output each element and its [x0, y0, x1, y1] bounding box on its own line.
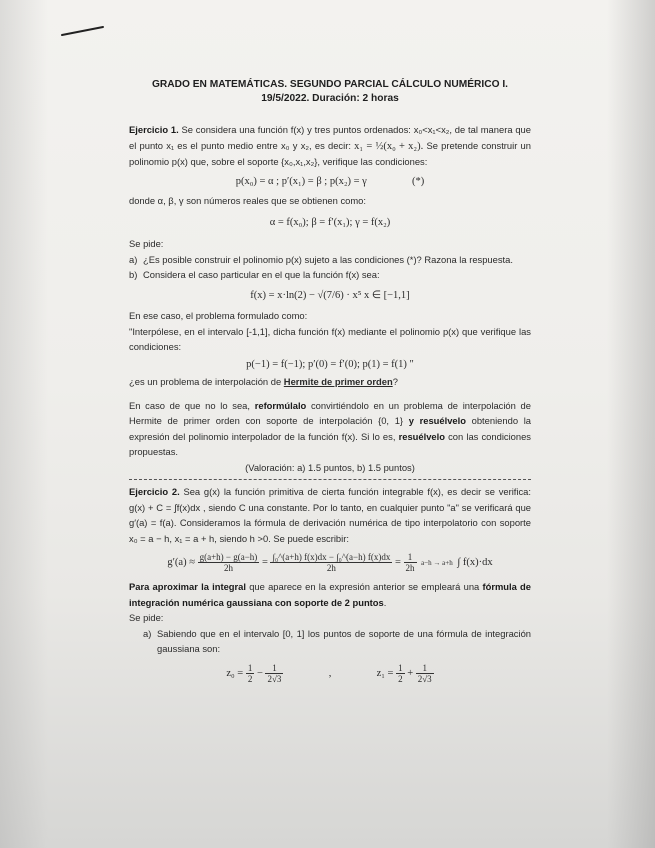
ej1-question-bold: Hermite de primer orden: [283, 376, 393, 387]
ej1-text-2: Se pretende construir un polinomio p(x) que, sobre el soporte {x₀,x₁,x₂}, verifique las condiciones:: [129, 139, 531, 167]
ej2-separator: ,: [328, 667, 332, 679]
ej1-text-1: Se considera una función f(x) y tres puntos ordenados: x₀<x₁<x₂, de tal manera que el punto x₁ es el punto medio entre x₀ y x₂, es decir:: [129, 124, 531, 151]
ej1-intro: [129, 122, 531, 170]
ej2-frac-1-den: 2h: [223, 563, 233, 573]
ej2-frac-2: [270, 552, 392, 573]
ej2-z0-d: 2√3: [267, 673, 282, 684]
ej1-conditions-formula: p(x₀) = α ; p′(x₁) = β ; p(x₂) = γ: [235, 175, 367, 187]
ej2-para-b1: Para aproximar la integral: [129, 581, 246, 592]
ej1-valoracion: (Valoración: a) 1.5 puntos, b) 1.5 puntos): [245, 461, 415, 473]
ej2-item-a-text: Sabiendo que en el intervalo [0, 1] los puntos de soporte de una fórmula de integración gaussiana son:: [157, 627, 531, 654]
ej1-item-b-text: Considera el caso particular en el que la función f(x) sea:: [143, 269, 380, 280]
ej2-z0-b: 2: [247, 673, 253, 684]
page-shadow-right: [607, 0, 655, 848]
ej2-frac-3: [404, 552, 417, 573]
ej1-item-a: [129, 252, 531, 268]
ej2-z1-b: 2: [398, 673, 403, 684]
ej2-para-mid: que aparece en la expresión anterior se empleará una: [246, 581, 483, 592]
ej2-int-limits: [419, 558, 455, 568]
ej2-frac-3-num: 1: [404, 552, 417, 563]
ej2-frac-2-num: ∫₀^(a+h) f(x)dx − ∫₀^(a−h) f(x)dx: [272, 552, 391, 562]
ej2-para: [129, 579, 531, 610]
ej2-gauss-points: [129, 663, 531, 684]
ej1-item-a-label: a): [129, 253, 138, 265]
ej2-z1-a: 1: [398, 662, 403, 673]
ej1-caso: En ese caso, el problema formulado como:: [129, 310, 308, 321]
ej1-final-b3: resuélvelo: [398, 430, 445, 442]
ej1-donde: donde α, β, γ son números reales que se obtienen como:: [129, 195, 366, 206]
ej1-item-b: [129, 267, 531, 283]
ej2-z1-d: 2√3: [417, 673, 432, 684]
ej1-final-t1: En caso de que no lo sea,: [129, 399, 255, 411]
ej2-int-limits-text: a−h → a+h: [421, 558, 453, 567]
ej2-frac-3-den: 2h: [405, 563, 415, 573]
ej2-z1-op: +: [407, 667, 414, 679]
ej2-z0-frac-b: [265, 663, 283, 684]
ej1-se-pide: Se pide:: [129, 238, 164, 249]
ej2-se-pide: Se pide:: [129, 612, 164, 623]
ej1-quote-formula: p(−1) = f(−1); p′(0) = f′(0); p(1) = f(1) ": [246, 358, 414, 370]
ej2-deriv-lhs: g′(a) ≈: [167, 556, 195, 568]
ej1-final-paragraph: [129, 398, 531, 460]
ej2-z0-op: −: [256, 667, 263, 679]
ej2-z1-frac-a: [396, 663, 405, 684]
ej1-final-t4: con las condiciones propuestas.: [129, 430, 531, 457]
ej1-final-b1: reformúlalo: [254, 399, 307, 411]
ej1-question-pre: ¿es un problema de interpolación de: [129, 376, 284, 387]
ej2-para-b2: fórmula de integración numérica gaussiana con soporte de 2 puntos: [129, 581, 532, 608]
ej2-z1-frac-b: [416, 663, 434, 684]
ej2-label: Ejercicio 2.: [129, 486, 180, 497]
ej2-frac-2-den: 2h: [326, 563, 336, 573]
ej1-item-a-text: ¿Es posible construir el polinomio p(x) sujeto a las condiciones (*)? Razona la respuesta.: [143, 253, 513, 265]
ej1-label: Ejercicio 1.: [129, 124, 179, 135]
ej1-fx-formula: f(x) = x·ln(2) − √(7/6) · x⁵ x ∈ [−1,1]: [250, 289, 410, 301]
ej2-item-a: [129, 626, 531, 657]
exam-content: [129, 78, 531, 690]
ej2-frac-1: [198, 552, 260, 573]
ej1-item-b-label: b): [129, 269, 138, 280]
ej2-deriv-rhs-int: ∫ f(x)·dx: [457, 556, 493, 568]
ej1-question: [129, 374, 531, 390]
ej2-z0-frac-a: [246, 663, 255, 684]
ej2-para-end: .: [383, 596, 387, 608]
ej2-z1-lhs: z₁ =: [376, 667, 394, 679]
ej2-text-1: Sea g(x) la función primitiva de cierta función integrable f(x), es decir se verifica: g(x) + C = ∫f(x)dx , siendo C una constante. Por lo tanto, en cualquier punto "a" se verificará que g′(a) = f(a). Consideramos la fórmula de derivación numérica de tipo interpolatorio con soporte x₀ = a − h, x₁ = a + h, siendo h >0. Se puede escribir:: [129, 486, 532, 544]
ej2-frac-1-num: g(a+h) − g(a−h): [199, 552, 258, 562]
ej1-conditions-tag: (*): [412, 175, 425, 187]
page-shadow-left: [0, 0, 48, 848]
ej1-midpoint-formula: x₁ = ½(x₀ + x₂).: [354, 140, 424, 152]
exam-date-duration: 19/5/2022. Duración: 2 horas: [261, 93, 399, 104]
pen-stroke-mark: [60, 24, 105, 38]
exam-title: GRADO EN MATEMÁTICAS. SEGUNDO PARCIAL CÁLCULO NUMÉRICO I.: [152, 79, 508, 90]
ej2-derivative-formula: g′(a) ≈ $\frac{g(a+h) - g(a-h)}{2h}$ = $\frac{\text{∫₀\textasciicircum{}(a+h) f(x)dx − ∫₀\textasciicircum{}(a−h) f(x)dx}}{2h}$ = $\frac{1}{2h}$ a−h → a+h ∫ f(x)·dx: [167, 552, 493, 573]
ej1-definitions-formula: α = f(x₀); β = f′(x₁); γ = f(x₂): [269, 216, 391, 228]
ej1-final-t2: convirtiéndolo en un problema de interpolación de Hermite de primer orden con soporte de interpolación {0, 1}: [129, 399, 531, 426]
ej1-question-post: ?: [392, 376, 398, 387]
section-divider: [129, 479, 531, 480]
ej1-quote: "Interpólese, en el intervalo [-1,1], dicha función f(x) mediante el polinomio p(x) que verifique las condiciones:: [129, 325, 531, 352]
ej2-z0-c: 1: [265, 663, 283, 674]
ej1-final-b2: y resuélvelo: [408, 415, 466, 426]
ej2-z0-a: 1: [247, 662, 253, 673]
ej2-z1-c: 1: [416, 663, 434, 674]
ej1-final-t3: obteniendo la expresión del polinomio interpolador de la función f(x). Si lo es,: [129, 415, 531, 442]
ej2-item-a-label: a): [143, 627, 152, 639]
ej1-conditions: [129, 174, 531, 190]
ej2-z0-lhs: z₀ =: [226, 667, 244, 679]
ej2-intro: [129, 484, 531, 546]
